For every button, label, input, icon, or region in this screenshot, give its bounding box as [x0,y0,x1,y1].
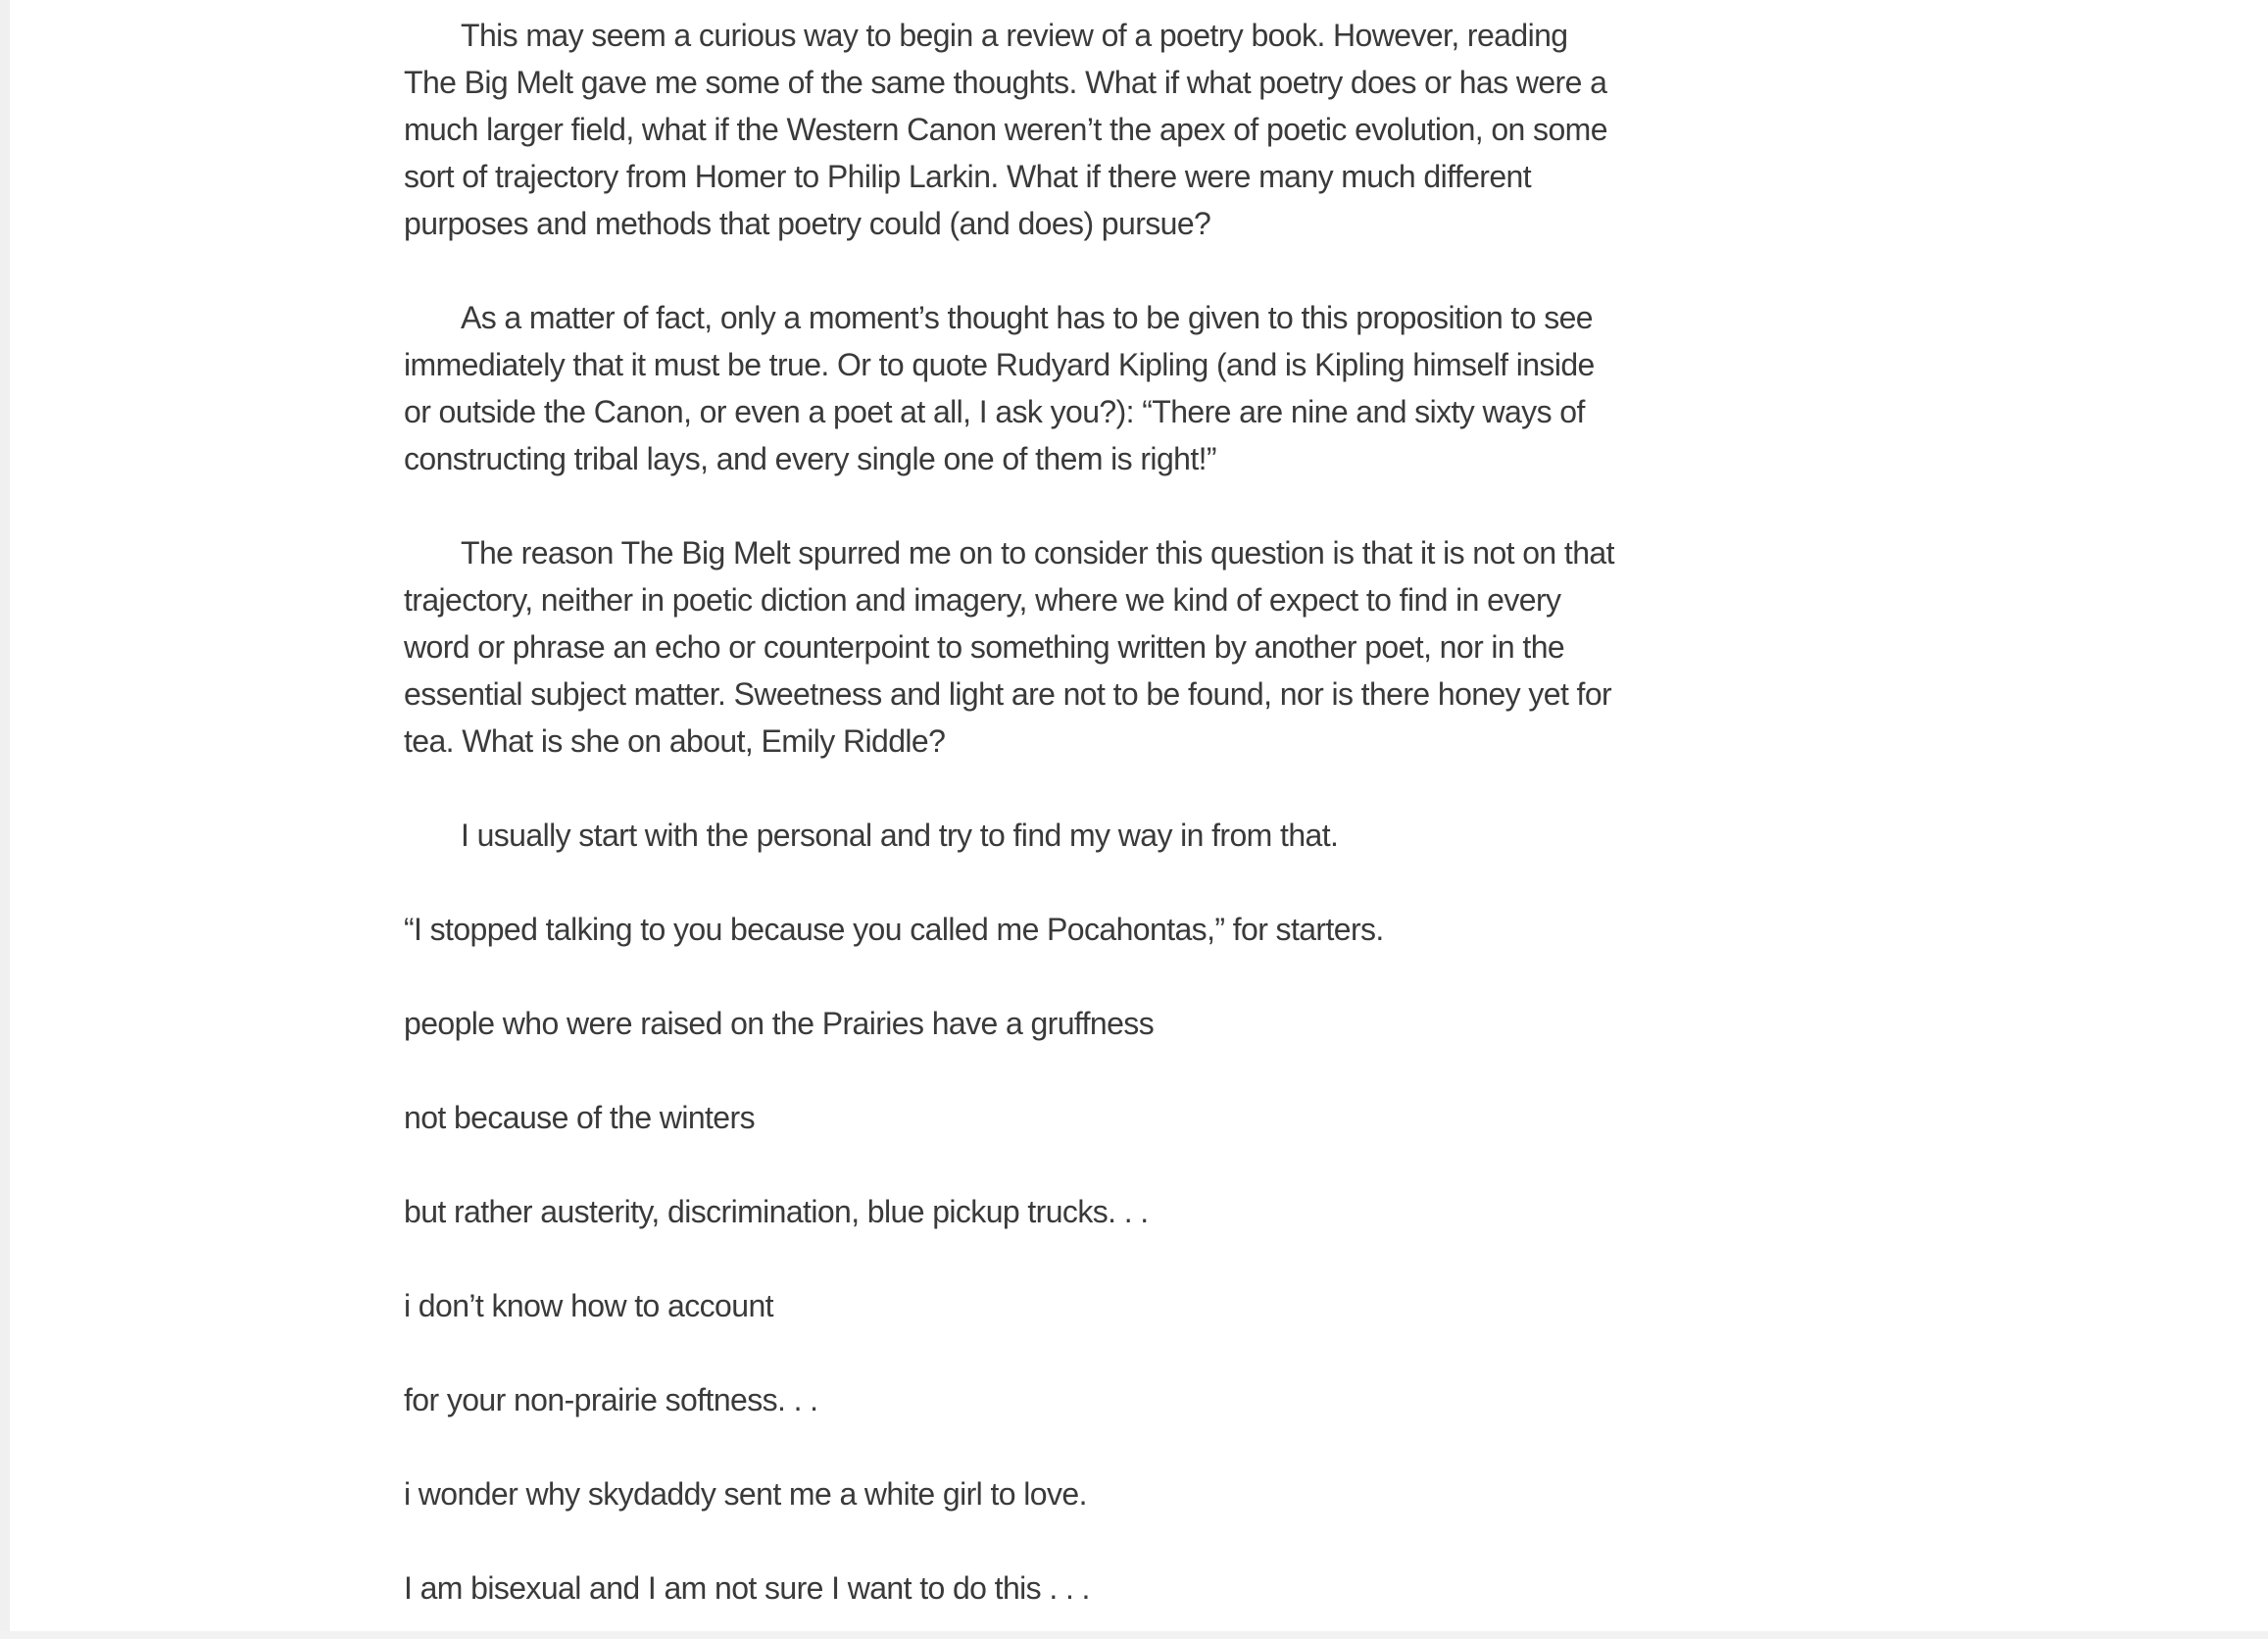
paragraph-opening: This may seem a curious way to begin a review of a poetry book. However, reading The Big Melt gave me some of the same thoughts. What if what poetry does or has were a much larger field, what if the Western Canon weren’t the apex of poetic evolution, on some sort of trajectory from Homer to Philip Larkin. What if there were many much different purposes and methods that poetry could (and does) pursue? [404,18,1607,241]
quote-line: i wonder why skydaddy sent me a white girl to love. [404,1476,1087,1512]
quote-line: people who were raised on the Prairies have a gruffness [404,1006,1155,1041]
article-body [404,12,1614,1639]
quote-line: “I stopped talking to you because you called me Pocahontas,” for starters. [404,912,1384,947]
paragraph-kipling: As a matter of fact, only a moment’s thought has to be given to this proposition to see immediately that it must be true. Or to quote Rudyard Kipling (and is Kipling himself inside or outside the Canon, or even a poet at all, I ask you?): “There are nine and sixty ways of constructing tribal lays, and every single one of them is right!” [404,300,1595,476]
paragraph-big-melt: The reason The Big Melt spurred me on to consider this question is that it is not on that trajectory, neither in poetic diction and imagery, where we kind of expect to find in every word or phrase an echo or counterpoint to something written by another poet, nor in the essential subject matter. Sweetness and light are not to be found, nor is there honey yet for tea. What is she on about, Emily Riddle? [404,535,1614,759]
page-bottom-edge [0,1631,2268,1639]
paragraph-personal: I usually start with the personal and try to find my way in from that. [461,818,1339,853]
quote-line: not because of the winters [404,1100,755,1135]
quote-line: I am bisexual and I am not sure I want to do this . . . [404,1570,1090,1606]
quote-line: for your non-prairie softness. . . [404,1382,818,1417]
page-left-edge [0,0,10,1639]
quote-line: but rather austerity, discrimination, blue pickup trucks. . . [404,1194,1149,1229]
quote-line: i don’t know how to account [404,1288,773,1323]
